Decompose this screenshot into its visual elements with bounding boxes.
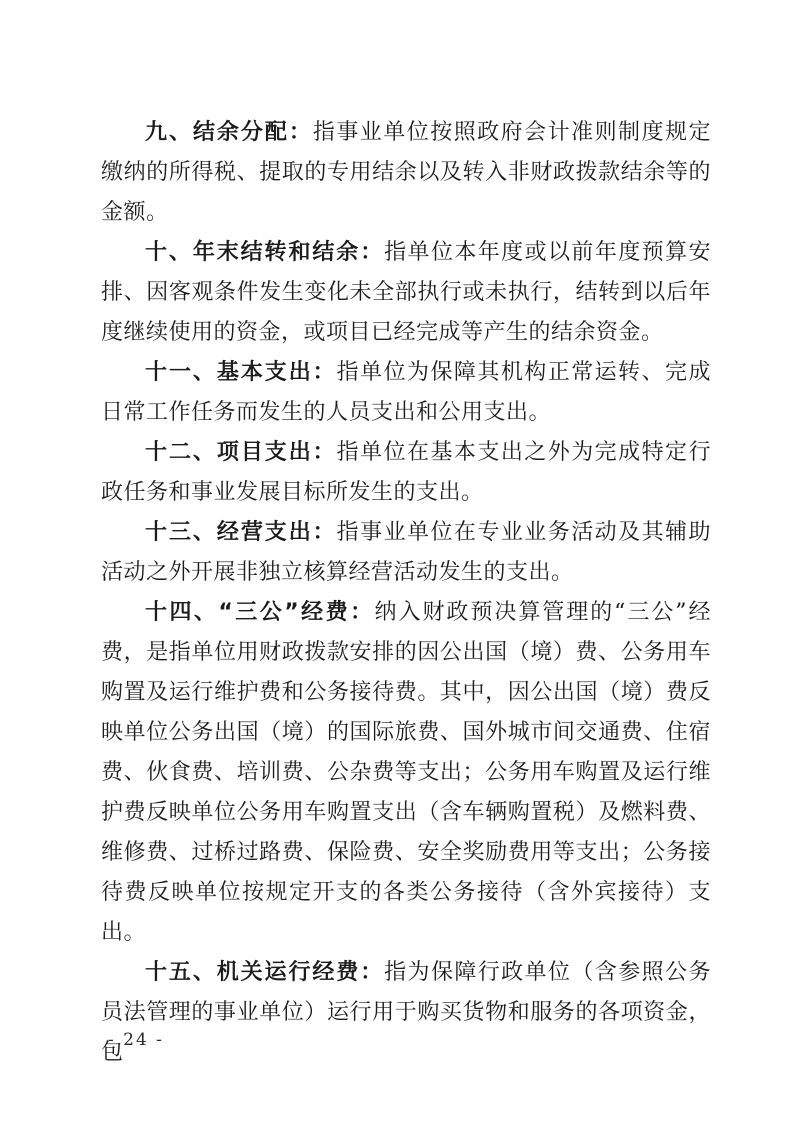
page-number: - 24 - bbox=[108, 1030, 164, 1050]
paragraph-term-13 bbox=[101, 513, 711, 593]
term-definition: 指单位在基本支出之外为完成特定行政任务和事业发展目标所发生的支出。 bbox=[101, 440, 711, 505]
term-heading: 十二、项目支出： bbox=[145, 440, 337, 465]
paragraph-term-15 bbox=[101, 953, 711, 1073]
term-heading: 九、结余分配： bbox=[145, 120, 313, 145]
term-heading: 十三、经营支出： bbox=[145, 520, 337, 545]
term-heading: 十四、“三公”经费： bbox=[145, 600, 375, 625]
document-body bbox=[101, 113, 711, 1073]
term-heading: 十、年末结转和结余： bbox=[145, 240, 385, 265]
paragraph-term-14 bbox=[101, 593, 711, 953]
term-heading: 十五、机关运行经费： bbox=[145, 960, 385, 985]
term-heading: 十一、基本支出： bbox=[145, 360, 337, 385]
term-definition: 纳入财政预决算管理的“三公”经费，是指单位用财政拨款安排的因公出国（境）费、公务用车购置及运行维护费和公务接待费。其中，因公出国（境）费反映单位公务出国（境）的国际旅费、国外城市间交通费、住宿费、伙食费、培训费、公杂费等支出；公务用车购置及运行维护费反映单位公务用车购置支出（含车辆购置税）及燃料费、维修费、过桥过路费、保险费、安全奖励费用等支出；公务接待费反映单位按规定开支的各类公务接待（含外宾接待）支出。 bbox=[101, 600, 712, 945]
page-footer bbox=[108, 1030, 164, 1050]
paragraph-term-9 bbox=[101, 113, 711, 233]
term-definition: 指单位为保障其机构正常运转、完成日常工作任务而发生的人员支出和公用支出。 bbox=[101, 360, 711, 425]
term-definition: 指为保障行政单位（含参照公务员法管理的事业单位）运行用于购买货物和服务的各项资金，包 bbox=[101, 960, 711, 1065]
paragraph-term-12 bbox=[101, 433, 711, 513]
paragraph-term-11 bbox=[101, 353, 711, 433]
term-definition: 指事业单位在专业业务活动及其辅助活动之外开展非独立核算经营活动发生的支出。 bbox=[101, 520, 711, 585]
term-definition: 指事业单位按照政府会计准则制度规定缴纳的所得税、提取的专用结余以及转入非财政拨款结余等的金额。 bbox=[101, 120, 711, 225]
paragraph-term-10 bbox=[101, 233, 711, 353]
term-definition: 指单位本年度或以前年度预算安排、因客观条件发生变化未全部执行或未执行，结转到以后年度继续使用的资金，或项目已经完成等产生的结余资金。 bbox=[101, 240, 711, 345]
